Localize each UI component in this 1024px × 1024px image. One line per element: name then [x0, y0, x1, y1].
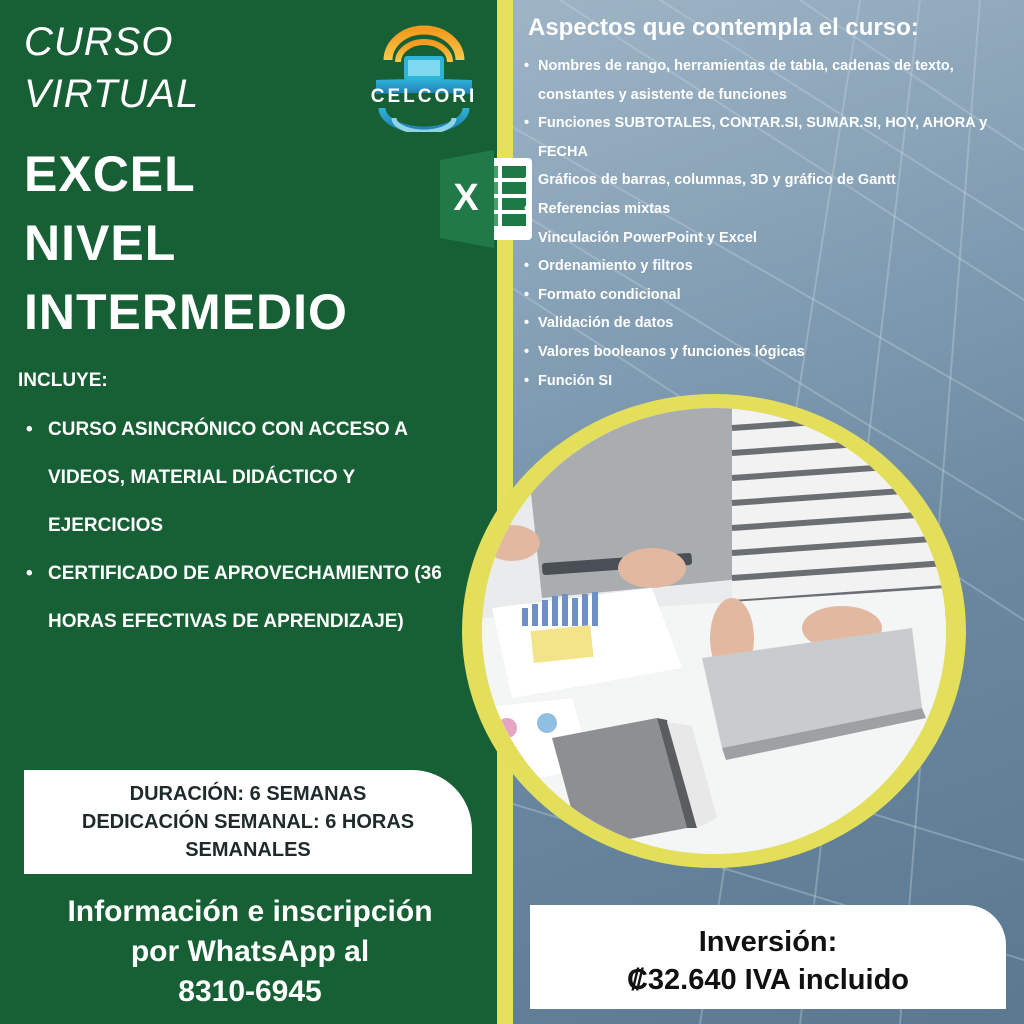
- investment-box: [530, 905, 1006, 1009]
- course-type: [24, 16, 199, 120]
- includes-item: • CERTIFICADO DE APROVECHAMIENTO (36 HORAS EFECTIVAS DE APRENDIZAJE): [24, 550, 464, 646]
- contact-info: [10, 892, 490, 1012]
- investment-label: Inversión:: [698, 926, 838, 958]
- investment-price: ₡32.640 IVA incluido: [626, 964, 910, 996]
- title-line-1: EXCEL: [24, 146, 196, 202]
- aspect-item: • Gráficos de barras, columnas, 3D y gráfico de Gantt: [520, 166, 1010, 195]
- duration-line-3: SEMANALES: [185, 839, 311, 861]
- aspect-item: • Nombres de rango, herramientas de tabla, cadenas de texto, constantes y asistente de funciones: [520, 52, 1010, 109]
- aspect-item: • Función SI: [520, 367, 1010, 396]
- aspects-title: Aspectos que contempla el curso:: [528, 14, 919, 41]
- aspect-item: • Formato condicional: [520, 281, 1010, 310]
- aspects-list: [520, 52, 1010, 395]
- includes-label: INCLUYE:: [18, 370, 108, 391]
- office-photo: [482, 408, 946, 854]
- logo-text: CELCORI: [370, 86, 478, 107]
- course-line-1: CURSO: [24, 20, 174, 64]
- excel-icon-letter: X: [453, 177, 479, 219]
- aspect-item: • Validación de datos: [520, 309, 1010, 338]
- whatsapp-number[interactable]: 8310-6945: [178, 975, 322, 1008]
- aspect-item: • Funciones SUBTOTALES, CONTAR.SI, SUMAR.SI, HOY, AHORA y FECHA: [520, 109, 1010, 166]
- contact-line-2: por WhatsApp al: [130, 935, 370, 968]
- aspect-item: • Ordenamiento y filtros: [520, 252, 1010, 281]
- celcori-logo-icon: [368, 22, 480, 132]
- title-line-3: INTERMEDIO: [24, 284, 348, 340]
- includes-list: [24, 406, 464, 646]
- course-title: [24, 140, 348, 347]
- aspect-item: • Vinculación PowerPoint y Excel: [520, 224, 1010, 253]
- duration-line-1: DURACIÓN: 6 SEMANAS: [129, 783, 367, 805]
- duration-line-2: DEDICACIÓN SEMANAL: 6 HORAS: [81, 811, 415, 833]
- contact-line-1: Información e inscripción: [67, 895, 433, 928]
- duration-box: [24, 770, 472, 874]
- course-line-2: VIRTUAL: [24, 72, 200, 116]
- title-line-2: NIVEL: [24, 215, 177, 271]
- aspect-item: • Valores booleanos y funciones lógicas: [520, 338, 1010, 367]
- includes-item: • CURSO ASINCRÓNICO CON ACCESO A VIDEOS, MATERIAL DIDÁCTICO Y EJERCICIOS: [24, 406, 464, 550]
- aspect-item: • Referencias mixtas: [520, 195, 1010, 224]
